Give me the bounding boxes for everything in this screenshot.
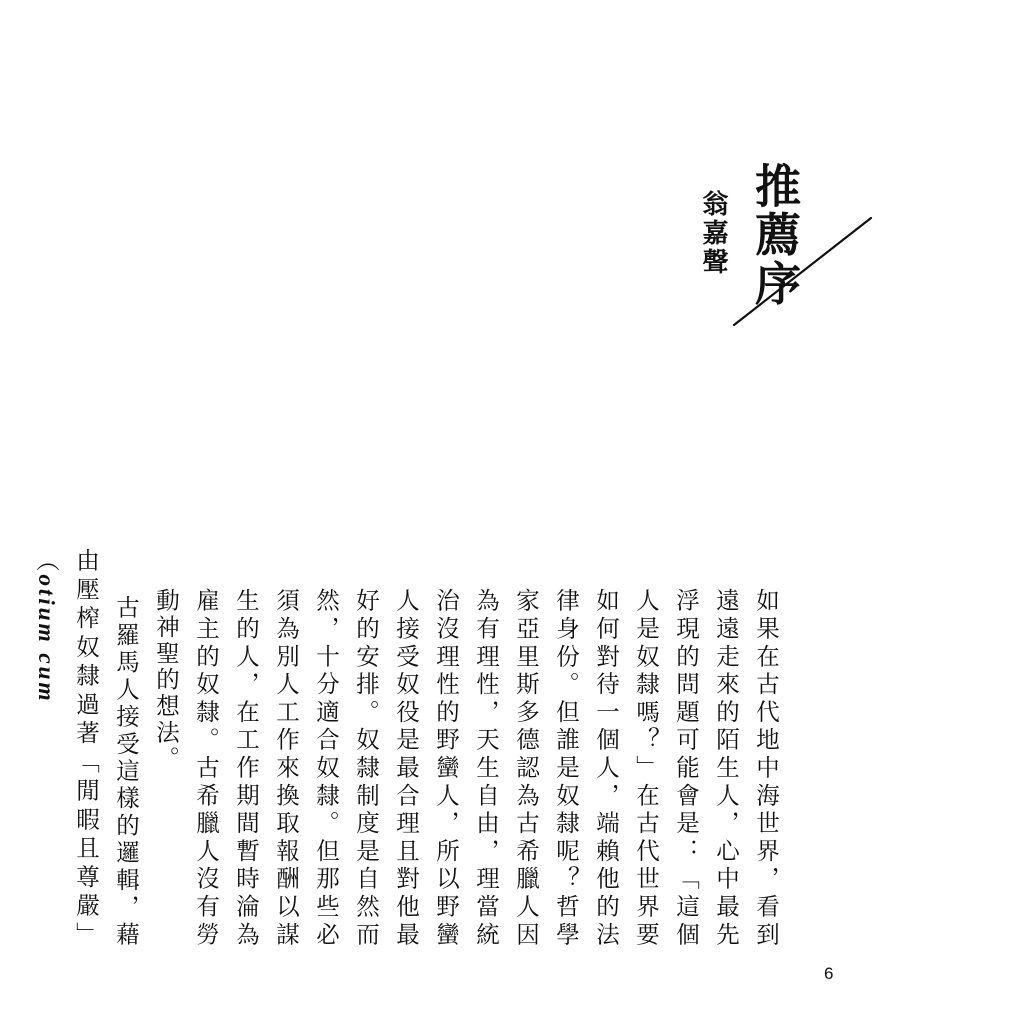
latin-phrase: otium cum (33, 574, 59, 704)
paragraph-2 (26, 548, 146, 948)
author-name: 翁嘉聲 (698, 190, 728, 278)
page-title: 推薦序 (748, 162, 802, 309)
paragraph-1: 如果在古代地中海世界，看到遠遠走來的陌生人，心中最先浮現的問題可能會是：「這個人是奴隸嗎？」在古代世界要如何對待一個人，端賴他的法律身份。但誰是奴隸呢？哲學家亞里斯多德認為古希臘人因為有理性，天生自由，理當統治沒理性的野蠻人，所以野蠻人接受奴役是最合理且對他最好的安排。奴隸制度是自然而然，十分適合奴隸。但那些必須為別人工作來換取報酬以謀生的人，在工作期間暫時淪為雇主的奴隸。古希臘人沒有勞動神聖的想法。 (152, 588, 780, 948)
body-text (26, 548, 786, 948)
page-number: 6 (824, 964, 834, 983)
paragraph-2-text: 古羅馬人接受這樣的邏輯，藉由壓榨奴隸過著「閒暇且尊嚴」（ (32, 548, 140, 948)
